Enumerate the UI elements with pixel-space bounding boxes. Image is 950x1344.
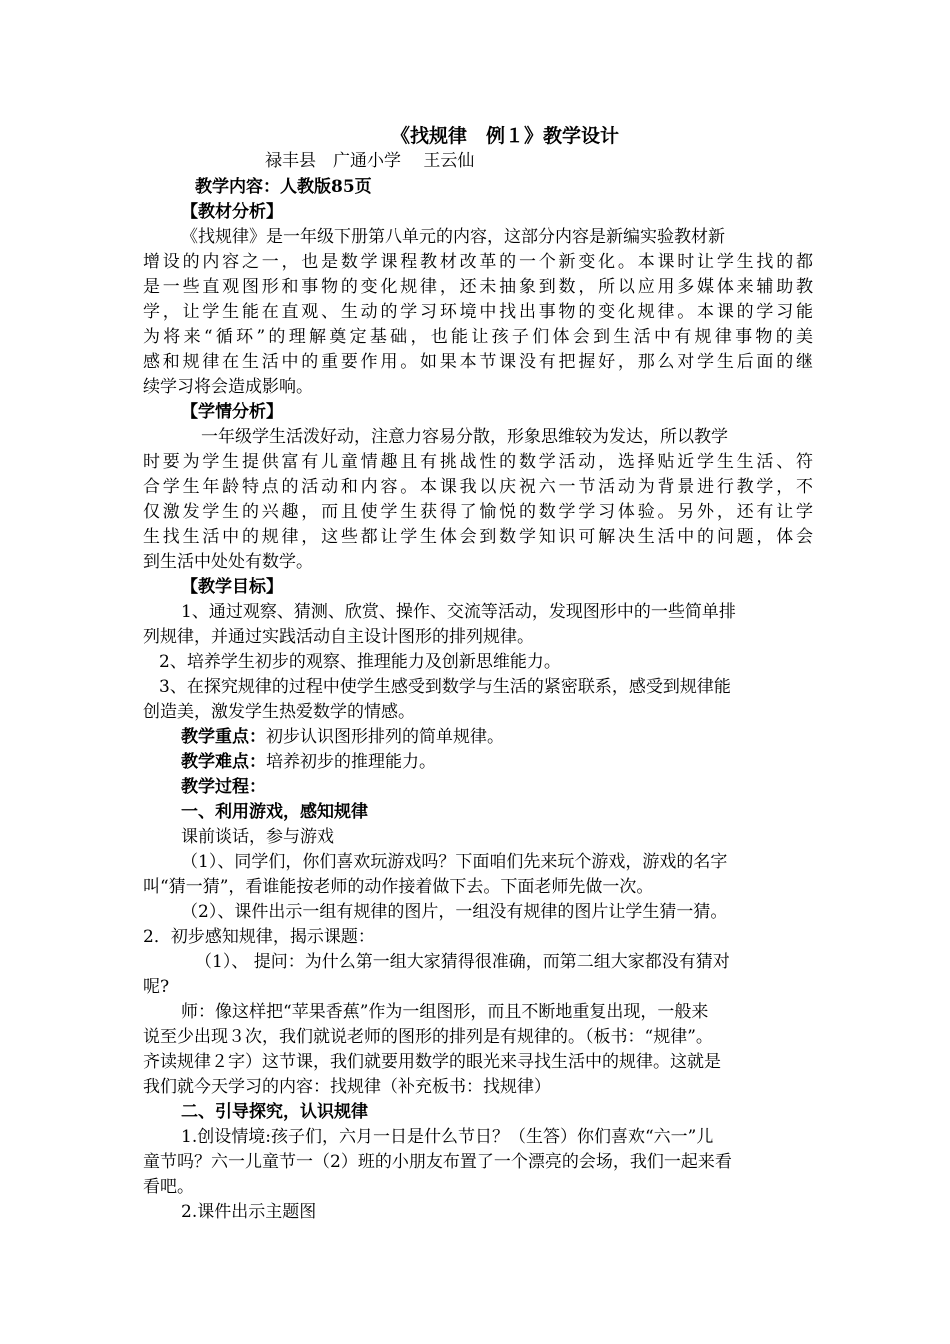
paragraph-line: 2、培养学生初步的观察、推理能力及创新思维能力。	[159, 652, 561, 672]
paragraph-line: 师：像这样把“苹果香蕉”作为一组图形，而且不断地重复出现，一般来	[181, 1002, 709, 1022]
author-line: 禄丰县 广通小学 王云仙	[265, 151, 475, 171]
paragraph-line: 时要为学生提供富有儿童情趣且有挑战性的数学活动，选择贴近学生生活、符	[143, 452, 813, 472]
paragraph-line: （2）、课件出示一组有规律的图片，一组没有规律的图片让学生猜一猜。	[181, 902, 728, 922]
paragraph-line: 齐读规律２字）这节课，我们就要用数学的眼光来寻找生活中的规律。这就是	[143, 1052, 721, 1072]
paragraph-line: 合学生年龄特点的活动和内容。本课我以庆祝六一节活动为背景进行教学，不	[143, 477, 813, 497]
key-point-line	[181, 725, 851, 749]
paragraph-line: 到生活中处处有数学。	[143, 552, 313, 572]
content-line: 教学内容：人教版85页	[195, 177, 372, 197]
paragraph-line: 我们就今天学习的内容：找规律（补充板书：找规律）	[143, 1077, 551, 1097]
paragraph-line: 叫“猜一猜”，看谁能按老师的动作接着做下去。下面老师先做一次。	[143, 877, 654, 897]
difficulty-line	[181, 750, 851, 774]
difficulty-label: 教学难点：	[181, 752, 266, 772]
paragraph-line: 呢?	[143, 977, 170, 997]
paragraph-line: 课前谈话，参与游戏	[181, 827, 334, 847]
goals-heading: 【教学目标】	[181, 577, 283, 597]
paragraph-line: 增设的内容之一，也是数学课程教材改革的一个新变化。本课时让学生找的都	[143, 252, 813, 272]
paragraph-line: 说至少出现３次，我们就说老师的图形的排列是有规律的。（板书：“规律”。	[143, 1027, 713, 1047]
paragraph-line: 为将来“循环”的理解奠定基础，也能让孩子们体会到生活中有规律事物的美	[143, 327, 813, 347]
paragraph-line: 童节吗？六一儿童节一（2）班的小朋友布置了一个漂亮的会场，我们一起来看	[143, 1152, 732, 1172]
material-analysis-heading: 【教材分析】	[181, 202, 283, 222]
paragraph-line: 1.创设情境:孩子们，六月一日是什么节日？（生答）你们喜欢“六一”儿	[181, 1127, 714, 1147]
key-point-text: 初步认识图形排列的简单规律。	[266, 727, 504, 747]
paragraph-line: （1）、同学们，你们喜欢玩游戏吗？下面咱们先来玩个游戏，游戏的名字	[181, 852, 728, 872]
paragraph-line: （1）、 提问：为什么第一组大家猜得很准确，而第二组大家都没有猜对	[195, 952, 730, 972]
paragraph-line: 1、通过观察、猜测、欣赏、操作、交流等活动，发现图形中的一些简单排	[181, 602, 736, 622]
student-analysis-heading: 【学情分析】	[181, 402, 283, 422]
paragraph-line: 创造美，激发学生热爱数学的情感。	[143, 702, 415, 722]
paragraph-line: 生找生活中的规律，这些都让学生体会到数学知识可解决生活中的问题，体会	[143, 527, 813, 547]
paragraph-line: 《找规律》是一年级下册第八单元的内容，这部分内容是新编实验教材新	[181, 227, 725, 247]
difficulty-text: 培养初步的推理能力。	[266, 752, 436, 772]
part1-heading: 一、利用游戏，感知规律	[181, 802, 368, 822]
paragraph-line: 续学习将会造成影响。	[143, 377, 313, 397]
document-title: 《找规律 例１》教学设计	[390, 125, 619, 147]
paragraph-line: 仅激发学生的兴趣，而且使学生获得了愉悦的数学学习体验。另外，还有让学	[143, 502, 813, 522]
part2-heading: 二、引导探究，认识规律	[181, 1102, 368, 1122]
paragraph-line: 2.课件出示主题图	[181, 1202, 317, 1222]
paragraph-line: 感和规律在生活中的重要作用。如果本节课没有把握好，那么对学生后面的继	[143, 352, 813, 372]
paragraph-line: 是一些直观图形和事物的变化规律，还未抽象到数，所以应用多媒体来辅助教	[143, 277, 813, 297]
key-point-label: 教学重点：	[181, 727, 266, 747]
paragraph-line: 看吧。	[143, 1177, 194, 1197]
paragraph-line: 2．初步感知规律，揭示课题：	[143, 927, 375, 947]
paragraph-line: 一年级学生活泼好动，注意力容易分散，形象思维较为发达，所以教学	[201, 427, 728, 447]
paragraph-line: 3、在探究规律的过程中使学生感受到数学与生活的紧密联系，感受到规律能	[159, 677, 731, 697]
paragraph-line: 列规律，并通过实践活动自主设计图形的排列规律。	[143, 627, 534, 647]
process-heading: 教学过程：	[181, 777, 266, 797]
paragraph-line: 学，让学生能在直观、生动的学习环境中找出事物的变化规律。本课的学习能	[143, 302, 813, 322]
